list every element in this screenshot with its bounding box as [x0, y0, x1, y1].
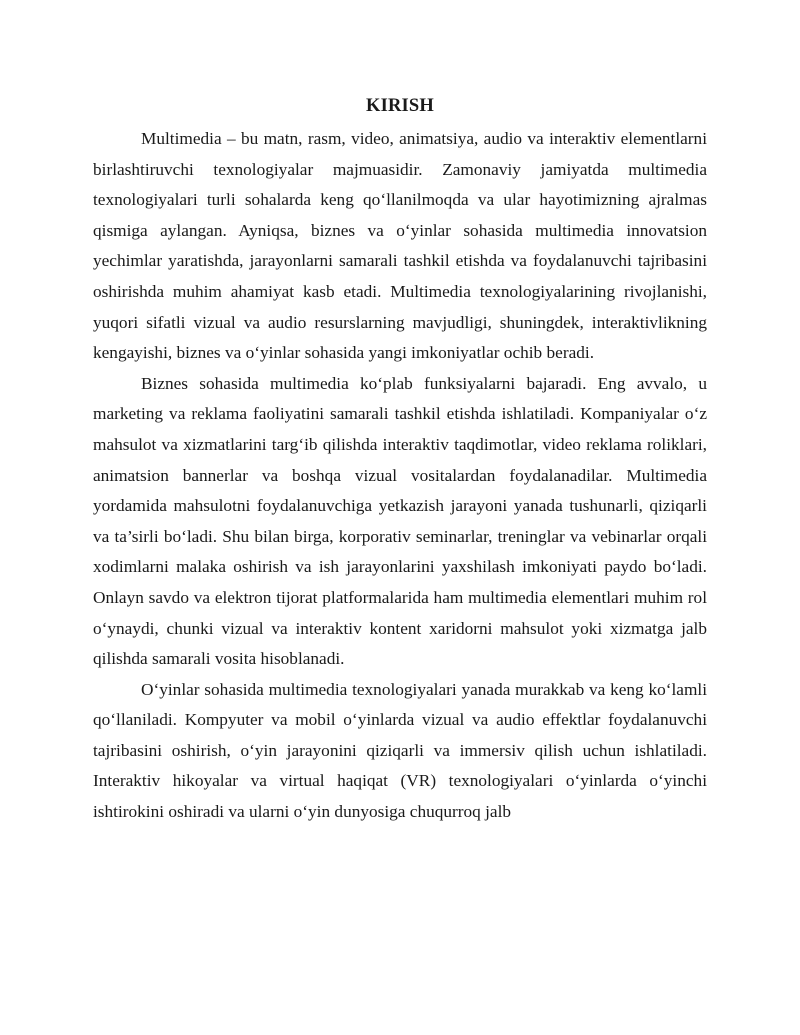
paragraph-intro: Multimedia – bu matn, rasm, video, animatsiya, audio va interaktiv elementlarni birlashtiruvchi texnologiyalar majmuasidir. Zamonaviy jamiyatda multimedia texnologiyalari turli sohalarda keng qo‘llanilmoqda va ular hayotimizning ajralmas qismiga aylangan. Ayniqsa, biznes va o‘yinlar sohasida multimedia innovatsion yechimlar yaratishda, jarayonlarni samarali tashkil etishda va foydalanuvchi tajribasini oshirishda muhim ahamiyat kasb etadi. Multimedia texnologiyalarining rivojlanishi, yuqori sifatli vizual va audio resurslarning mavjudligi, shuningdek, interaktivlikning kengayishi, biznes va o‘yinlar sohasida yangi imkoniyatlar ochib beradi.	[93, 129, 707, 363]
paragraph-games: O‘yinlar sohasida multimedia texnologiyalari yanada murakkab va keng ko‘lamli qo‘llaniladi. Kompyuter va mobil o‘yinlarda vizual va audio effektlar foydalanuvchi tajribasini oshirish, o‘yin jarayonini qiziqarli va immersiv qilish uchun ishlatiladi. Interaktiv hikoyalar va virtual haqiqat (VR) texnologiyalari o‘yinlarda o‘yinchi ishtirokini oshiradi va ularni o‘yin dunyosiga chuqurroq jalb	[93, 679, 707, 822]
document-page	[93, 92, 707, 828]
paragraph-business: Biznes sohasida multimedia ko‘plab funksiyalarni bajaradi. Eng avvalo, u marketing va reklama faoliyatini samarali tashkil etishda ishlatiladi. Kompaniyalar o‘z mahsulot va xizmatlarini targ‘ib qilishda interaktiv taqdimotlar, video reklama roliklari, animatsion bannerlar va boshqa vizual vositalardan foydalanadilar. Multimedia yordamida mahsulotni foydalanuvchiga yetkazish jarayoni yanada tushunarli, qiziqarli va ta’sirli bo‘ladi. Shu bilan birga, korporativ seminarlar, treninglar va vebinarlar orqali xodimlarni malaka oshirish va ish jarayonlarini yaxshilash imkoniyati paydo bo‘ladi. Onlayn savdo va elektron tijorat platformalarida ham multimedia elementlari muhim rol o‘ynaydi, chunki vizual va interaktiv kontent xaridorni mahsulot yoki xizmatga jalb qilishda samarali vosita hisoblanadi.	[93, 373, 707, 669]
page-title: KIRISH	[365, 96, 435, 116]
